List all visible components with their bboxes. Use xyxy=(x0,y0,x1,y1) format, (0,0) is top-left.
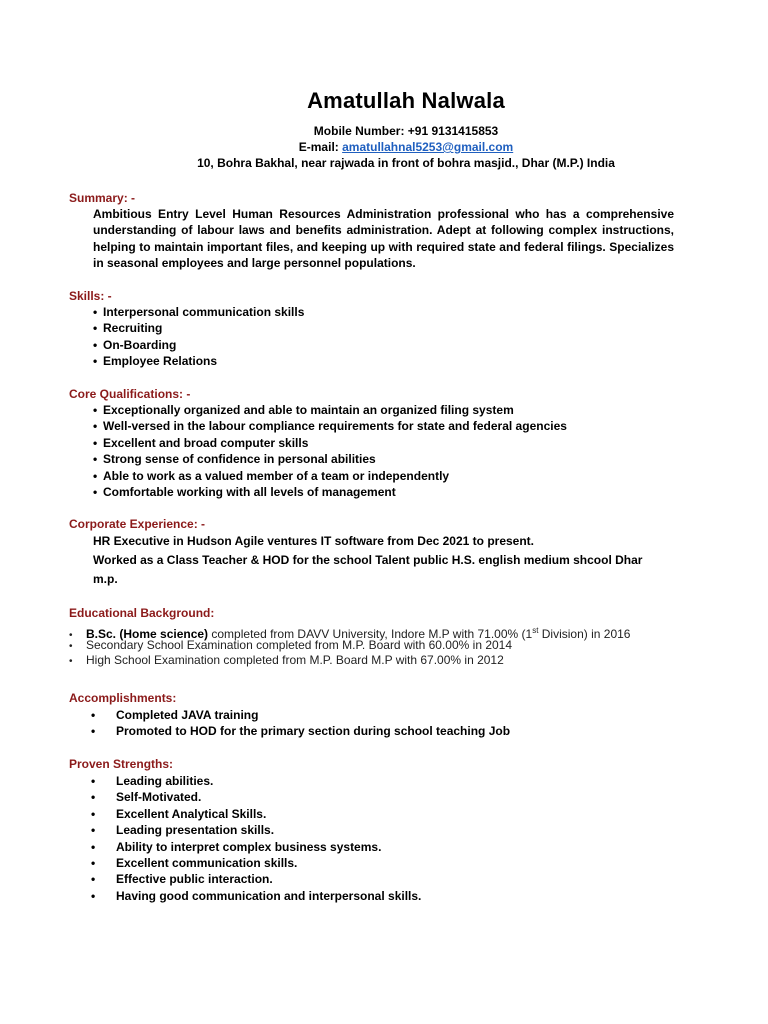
list-item: • Exceptionally organized and able to maintain an organized filing system xyxy=(93,402,567,418)
list-item: • Recruiting xyxy=(93,320,304,336)
summary-text: Ambitious Entry Level Human Resources Administration professional who has a comprehensive understanding of labour laws and benefits administration. Adept at following complex instructions, helping to maintain important files, and keeping up with required state and federal filings. Specializes in seasonal employees and large personnel populations. xyxy=(93,207,674,271)
core-qualifications-list xyxy=(93,402,567,500)
strengths-heading: Proven Strengths: xyxy=(69,757,174,771)
email-link[interactable]: amatullahnal5253@gmail.com xyxy=(342,140,514,154)
list-item: • Effective public interaction. xyxy=(91,871,421,887)
candidate-name: Amatullah Nalwala xyxy=(307,88,505,113)
list-item: • Interpersonal communication skills xyxy=(93,304,304,320)
experience-line-1: HR Executive in Hudson Agile ventures IT software from Dec 2021 to present. xyxy=(93,534,535,548)
skills-heading: Skills: - xyxy=(69,289,112,303)
strengths-list xyxy=(91,773,421,904)
list-item: • Excellent Analytical Skills. xyxy=(91,806,421,822)
education-heading: Educational Background: xyxy=(69,606,215,620)
skills-list xyxy=(93,304,304,370)
list-item: • B.Sc. (Home science) completed from DAVV University, Indore M.P with 71.00% (1st Division) in 2016 xyxy=(69,623,630,638)
list-item: • Excellent communication skills. xyxy=(91,855,421,871)
list-item: • Having good communication and interpersonal skills. xyxy=(91,888,421,904)
email-label: E-mail: xyxy=(298,140,343,154)
education-list xyxy=(69,623,630,668)
experience-heading: Corporate Experience: - xyxy=(69,517,206,531)
list-item: • Well-versed in the labour compliance requirements for state and federal agencies xyxy=(93,418,567,434)
address: 10, Bohra Bakhal, near rajwada in front of bohra masjid., Dhar (M.P.) India xyxy=(197,156,615,170)
list-item: • Self-Motivated. xyxy=(91,789,421,805)
list-item: • Strong sense of confidence in personal abilities xyxy=(93,451,567,467)
list-item: • Promoted to HOD for the primary section during school teaching Job xyxy=(91,723,510,739)
list-item: • Employee Relations xyxy=(93,353,304,369)
list-item: • Secondary School Examination completed from M.P. Board with 60.00% in 2014 xyxy=(69,638,630,653)
accomplishments-heading: Accomplishments: xyxy=(69,691,177,705)
list-item: • Comfortable working with all levels of management xyxy=(93,484,567,500)
summary-heading: Summary: - xyxy=(69,191,136,205)
list-item: • Completed JAVA training xyxy=(91,707,510,723)
list-item: • Leading abilities. xyxy=(91,773,421,789)
list-item: • On-Boarding xyxy=(93,337,304,353)
experience-line-2: Worked as a Class Teacher & HOD for the school Talent public H.S. english medium shcool Dhar xyxy=(93,553,643,567)
degree-name: B.Sc. (Home science) xyxy=(86,627,209,641)
list-item: • Excellent and broad computer skills xyxy=(93,435,567,451)
core-qualifications-heading: Core Qualifications: - xyxy=(69,387,191,401)
list-item: • Able to work as a valued member of a team or independently xyxy=(93,468,567,484)
list-item: • Leading presentation skills. xyxy=(91,822,421,838)
experience-line-3: m.p. xyxy=(93,572,118,586)
list-item: • High School Examination completed from M.P. Board M.P with 67.00% in 2012 xyxy=(69,653,630,668)
mobile-number: Mobile Number: +91 9131415853 xyxy=(313,124,499,138)
email-line xyxy=(0,140,768,154)
list-item: • Ability to interpret complex business systems. xyxy=(91,839,421,855)
accomplishments-list xyxy=(91,707,510,740)
